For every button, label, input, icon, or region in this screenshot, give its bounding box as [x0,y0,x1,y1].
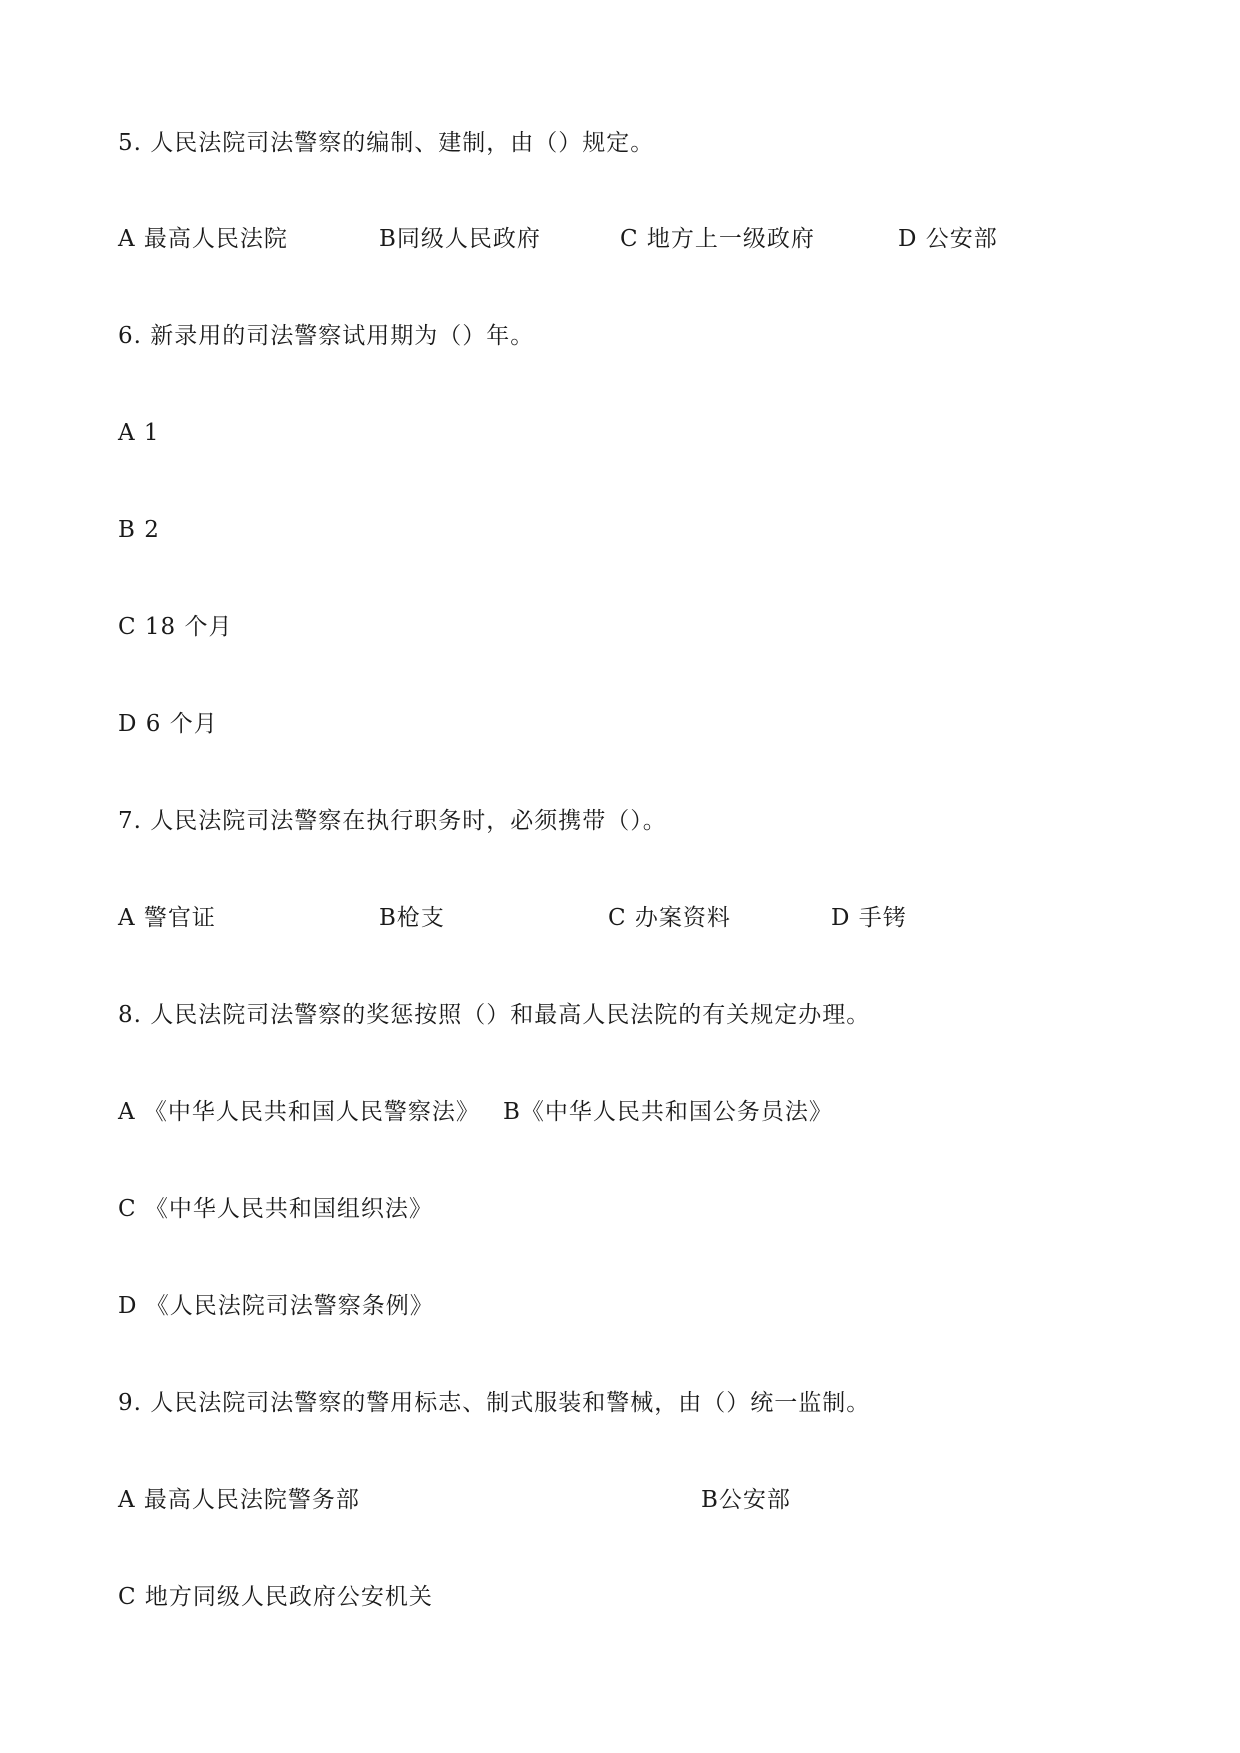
question-9-options-row [118,1485,1118,1515]
question-8-option-c: C 《中华人民共和国组织法》 [118,1196,433,1222]
question-5-stem: 5. 人民法院司法警察的编制、建制，由（）规定。 [118,130,655,156]
question-5-options-row [118,224,1118,254]
question-9-option-c: C 地方同级人民政府公安机关 [118,1584,433,1610]
question-7-option-c: C 办案资料 [608,905,731,931]
question-9-option-a: A 最高人民法院警务部 [118,1487,360,1513]
question-5-option-b: B同级人民政府 [379,226,541,252]
question-7-option-b: B枪支 [379,905,445,931]
question-7-options-row [118,903,1118,933]
question-8-options-row [118,1097,1118,1127]
question-7-option-d: D 手铐 [831,905,907,931]
question-9-stem: 9. 人民法院司法警察的警用标志、制式服装和警械，由（）统一监制。 [118,1390,871,1416]
question-5-option-d: D 公安部 [898,226,998,252]
question-8-option-a: A 《中华人民共和国人民警察法》 [118,1099,480,1125]
question-5-option-a: A 最高人民法院 [118,226,288,252]
question-9-option-b: B公安部 [701,1487,791,1513]
question-5-option-c: C 地方上一级政府 [620,226,815,252]
question-8-option-d: D 《人民法院司法警察条例》 [118,1293,434,1319]
question-8-option-b: B《中华人民共和国公务员法》 [503,1099,833,1125]
question-6-option-c: C 18 个月 [118,614,233,640]
question-8-stem: 8. 人民法院司法警察的奖惩按照（）和最高人民法院的有关规定办理。 [118,1002,871,1028]
question-7-option-a: A 警官证 [118,905,216,931]
question-6-option-b: B 2 [118,517,160,543]
question-6-option-a: A 1 [118,420,160,446]
question-6-stem: 6. 新录用的司法警察试用期为（）年。 [118,323,535,349]
question-6-option-d: D 6 个月 [118,711,218,737]
question-7-stem: 7. 人民法院司法警察在执行职务时，必须携带（）。 [118,808,667,834]
